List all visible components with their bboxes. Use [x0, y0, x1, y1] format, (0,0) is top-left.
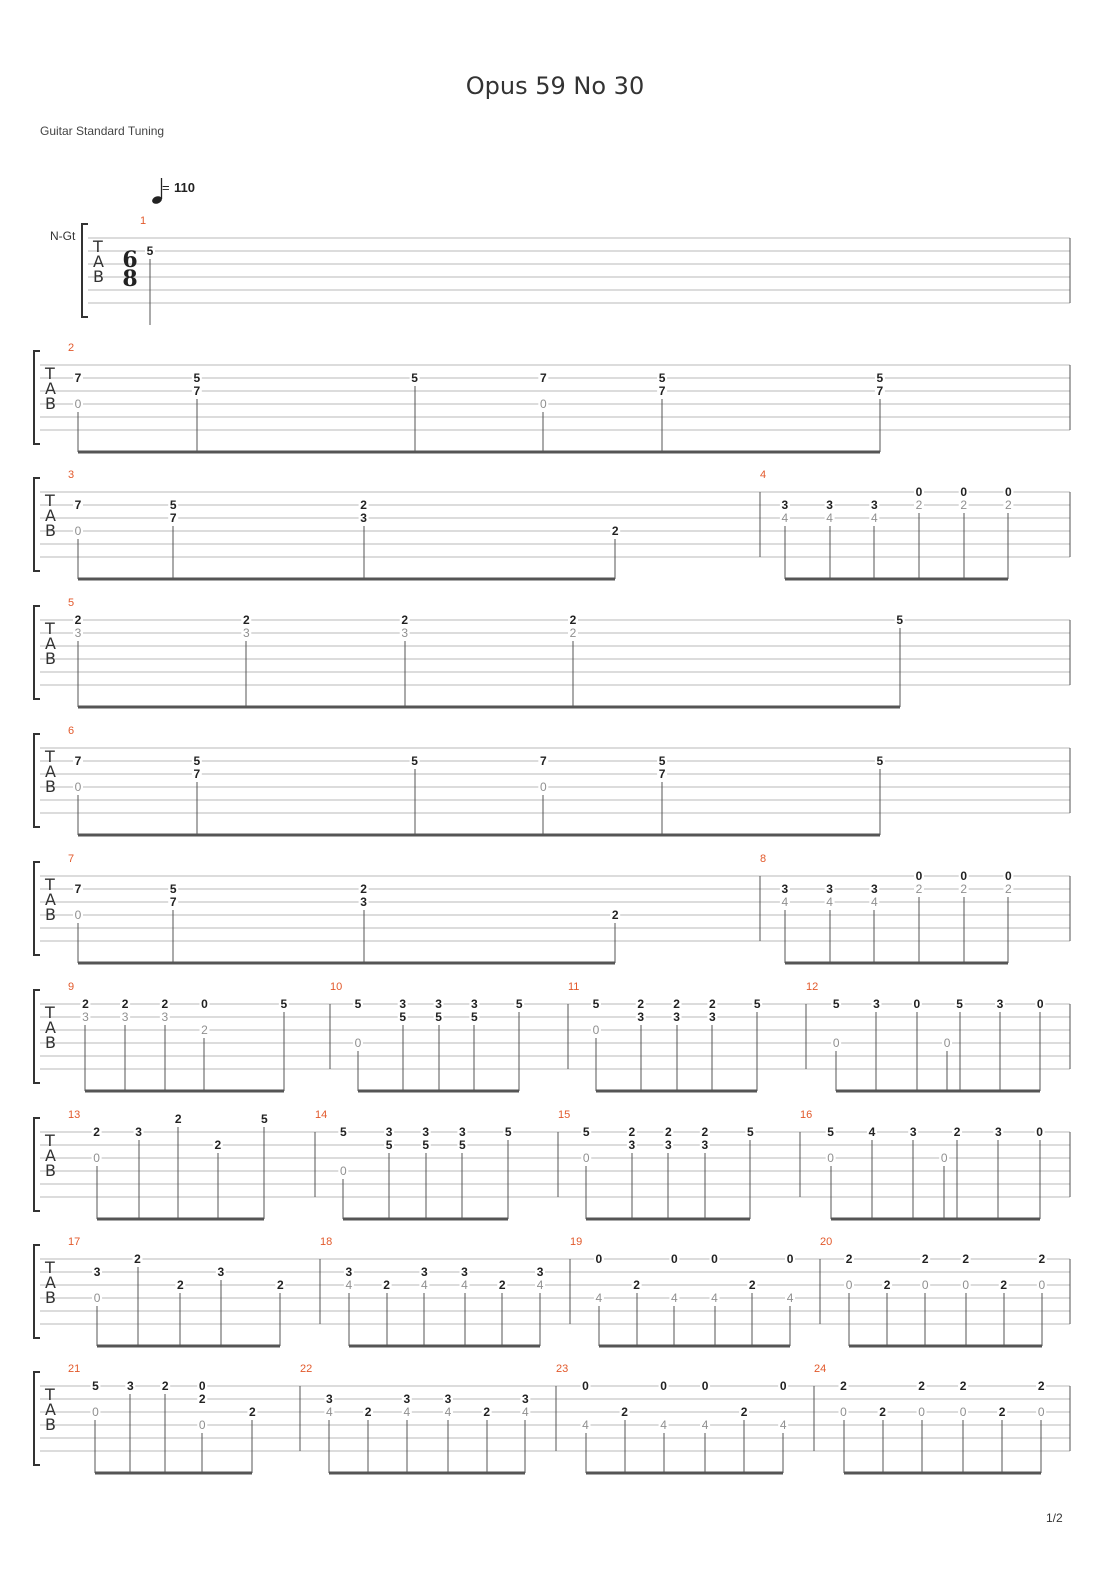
bar-number: 23 — [556, 1363, 569, 1375]
fret-number: 4 — [461, 1278, 468, 1292]
fret-number: 4 — [345, 1278, 353, 1292]
tab-clef-letter: T — [45, 1003, 55, 1022]
system-bracket — [34, 1245, 40, 1338]
fret-number: 2 — [1005, 498, 1012, 512]
fret-number: 5 — [92, 1379, 99, 1393]
fret-number: 0 — [832, 1036, 840, 1050]
fret-number: 2 — [498, 1278, 506, 1292]
fret-number: 2 — [214, 1138, 222, 1152]
fret-number: 5 — [832, 997, 840, 1011]
fret-number: 4 — [870, 895, 878, 909]
fret-number: 0 — [1005, 869, 1012, 883]
tab-clef-letter: A — [93, 252, 104, 271]
fret-number: 0 — [959, 1405, 967, 1419]
fret-number: 3 — [135, 1125, 142, 1139]
fret-number: 7 — [876, 384, 884, 398]
fret-number: 4 — [826, 895, 833, 909]
fret-number: 2 — [134, 1252, 141, 1266]
fret-number: 3 — [444, 1392, 452, 1406]
fret-number: 2 — [82, 997, 89, 1011]
fret-number: 4 — [671, 1291, 678, 1305]
fret-number: 3 — [826, 882, 833, 896]
fret-number: 5 — [459, 1138, 466, 1152]
fret-number: 5 — [876, 371, 884, 385]
bar-number: 3 — [68, 469, 75, 481]
fret-number: 7 — [74, 882, 82, 896]
fret-number: 5 — [385, 1138, 393, 1152]
fret-number: 2 — [569, 613, 577, 627]
fret-number: 5 — [411, 371, 418, 385]
fret-number: 0 — [701, 1379, 709, 1393]
tab-clef-letter: T — [45, 491, 55, 510]
tab-clef-letter: A — [45, 1018, 56, 1037]
fret-number: 0 — [354, 1036, 362, 1050]
fret-number: 4 — [403, 1405, 411, 1419]
fret-number: 4 — [781, 511, 789, 525]
fret-number: 3 — [403, 1392, 411, 1406]
fret-number: 2 — [709, 997, 716, 1011]
fret-number: 0 — [74, 524, 82, 538]
fret-number: 2 — [360, 498, 367, 512]
bar-number: 8 — [760, 853, 767, 865]
fret-number: 5 — [193, 754, 201, 768]
fret-number: 0 — [198, 1418, 206, 1432]
fret-number: 0 — [960, 869, 968, 883]
system-bracket — [34, 862, 40, 955]
bar-number: 24 — [814, 1363, 827, 1375]
time-signature-numerator: 6 — [122, 247, 138, 273]
fret-number: 4 — [522, 1405, 529, 1419]
fret-number: 0 — [845, 1278, 853, 1292]
system-bracket — [34, 734, 40, 827]
fret-number: 5 — [169, 882, 177, 896]
fret-number: 2 — [915, 498, 923, 512]
fret-number: 5 — [592, 997, 600, 1011]
tab-clef-letter: B — [45, 649, 56, 668]
track-name: N-Gt — [50, 229, 76, 243]
system-bracket — [34, 478, 40, 571]
fret-number: 2 — [962, 1252, 970, 1266]
fret-number: 3 — [345, 1265, 353, 1279]
fret-number: 4 — [826, 511, 833, 525]
fret-number: 0 — [592, 1023, 600, 1037]
bar-number: 15 — [558, 1109, 571, 1121]
bar-number: 12 — [806, 981, 819, 993]
tab-clef-letter: A — [45, 1400, 56, 1419]
fret-number: 7 — [169, 511, 177, 525]
fret-number: 0 — [1038, 1278, 1046, 1292]
tab-clef-letter: T — [45, 1258, 55, 1277]
fret-number: 0 — [539, 397, 547, 411]
fret-number: 2 — [637, 997, 645, 1011]
fret-number: 0 — [1005, 485, 1012, 499]
fret-number: 5 — [193, 371, 201, 385]
fret-number: 3 — [82, 1010, 89, 1024]
fret-number: 2 — [276, 1278, 284, 1292]
fret-number: 2 — [360, 882, 367, 896]
fret-number: 3 — [637, 1010, 645, 1024]
fret-number: 0 — [827, 1151, 834, 1165]
fret-number: 5 — [339, 1125, 347, 1139]
fret-number: 2 — [883, 1278, 891, 1292]
bar-number: 19 — [570, 1236, 583, 1248]
fret-number: 7 — [658, 767, 666, 781]
fret-number: 2 — [673, 997, 680, 1011]
fret-number: 2 — [611, 908, 619, 922]
fret-number: 3 — [74, 626, 82, 640]
fret-number: 5 — [658, 754, 666, 768]
fret-number: 2 — [953, 1125, 961, 1139]
fret-number: 7 — [539, 754, 547, 768]
fret-number: 2 — [915, 882, 923, 896]
tab-clef-letter: A — [45, 1146, 56, 1165]
fret-number: 3 — [401, 626, 409, 640]
tempo-value: 110 — [174, 180, 195, 195]
tab-clef-letter: B — [93, 267, 104, 286]
fret-number: 0 — [93, 1151, 100, 1165]
fret-number: 0 — [74, 908, 82, 922]
bar-number: 10 — [330, 981, 343, 993]
fret-number: 5 — [422, 1138, 430, 1152]
fret-number: 4 — [870, 511, 878, 525]
tab-clef-letter: B — [45, 777, 56, 796]
fret-number: 3 — [360, 511, 367, 525]
fret-number: 7 — [193, 767, 201, 781]
fret-number: 2 — [740, 1405, 748, 1419]
tab-clef-letter: B — [45, 1161, 56, 1180]
fret-number: 2 — [198, 1392, 206, 1406]
fret-number: 4 — [779, 1418, 787, 1432]
fret-number: 7 — [193, 384, 201, 398]
fret-number: 0 — [779, 1379, 787, 1393]
fret-number: 5 — [435, 1010, 442, 1024]
bar-number: 9 — [68, 981, 75, 993]
fret-number: 2 — [1000, 1278, 1008, 1292]
fret-number: 5 — [399, 1010, 407, 1024]
fret-number: 4 — [444, 1405, 452, 1419]
fret-number: 0 — [921, 1278, 929, 1292]
bar-number: 20 — [820, 1236, 833, 1248]
fret-number: 2 — [176, 1278, 184, 1292]
fret-number: 0 — [962, 1278, 970, 1292]
fret-number: 7 — [539, 371, 547, 385]
fret-number: 5 — [169, 498, 177, 512]
fret-number: 3 — [399, 997, 407, 1011]
fret-number: 2 — [174, 1112, 182, 1126]
bar-number: 13 — [68, 1109, 81, 1121]
tab-clef-letter: B — [45, 1415, 56, 1434]
bar-number: 18 — [320, 1236, 333, 1248]
fret-number: 2 — [161, 1379, 169, 1393]
time-signature-denominator: 8 — [122, 266, 138, 292]
fret-number: 2 — [611, 524, 619, 538]
tab-clef-letter: T — [45, 747, 55, 766]
tab-clef-letter: B — [45, 1288, 56, 1307]
fret-number: 2 — [201, 1023, 208, 1037]
fret-number: 0 — [74, 780, 82, 794]
fret-number: 5 — [582, 1125, 590, 1139]
fret-number: 0 — [660, 1379, 667, 1393]
fret-number: 2 — [621, 1405, 628, 1419]
fret-number: 5 — [354, 997, 362, 1011]
fret-number: 5 — [504, 1125, 512, 1139]
fret-number: 0 — [201, 997, 208, 1011]
fret-number: 2 — [960, 882, 968, 896]
fret-number: 7 — [74, 371, 82, 385]
fret-number: 2 — [921, 1252, 929, 1266]
fret-number: 5 — [515, 997, 523, 1011]
tab-clef-letter: T — [45, 619, 55, 638]
bar-number: 22 — [300, 1363, 313, 1375]
fret-number: 7 — [74, 498, 82, 512]
fret-number: 2 — [401, 613, 409, 627]
fret-number: 5 — [280, 997, 288, 1011]
fret-number: 7 — [658, 384, 666, 398]
fret-number: 2 — [569, 626, 577, 640]
tab-clef-letter: A — [45, 634, 56, 653]
fret-number: 2 — [628, 1125, 636, 1139]
system-bracket — [34, 606, 40, 699]
fret-number: 0 — [940, 1151, 948, 1165]
fret-number: 2 — [483, 1405, 491, 1419]
fret-number: 5 — [261, 1112, 268, 1126]
fret-number: 3 — [522, 1392, 529, 1406]
fret-number: 3 — [360, 895, 367, 909]
fret-number: 3 — [994, 1125, 1002, 1139]
fret-number: 2 — [998, 1405, 1006, 1419]
fret-number: 0 — [915, 485, 923, 499]
fret-number: 4 — [660, 1418, 667, 1432]
fret-number: 3 — [873, 997, 880, 1011]
fret-number: 3 — [93, 1265, 101, 1279]
bar-number: 7 — [68, 853, 75, 865]
tab-clef-letter: T — [45, 364, 55, 383]
fret-number: 4 — [868, 1125, 876, 1139]
fret-number: 2 — [959, 1379, 967, 1393]
fret-number: 0 — [93, 1291, 101, 1305]
fret-number: 3 — [461, 1265, 468, 1279]
system-bracket — [34, 1118, 40, 1211]
fret-number: 3 — [421, 1265, 428, 1279]
fret-number: 3 — [628, 1138, 636, 1152]
bar-number: 11 — [568, 981, 580, 993]
fret-number: 2 — [364, 1405, 372, 1419]
system-bracket — [34, 990, 40, 1083]
tab-clef-letter: A — [45, 506, 56, 525]
fret-number: 2 — [242, 613, 250, 627]
fret-number: 2 — [701, 1125, 709, 1139]
bar-number: 17 — [68, 1236, 81, 1248]
fret-number: 5 — [471, 1010, 478, 1024]
fret-number: 0 — [92, 1405, 99, 1419]
bar-number: 5 — [68, 597, 75, 609]
fret-number: 7 — [74, 754, 82, 768]
fret-number: 0 — [1036, 1125, 1043, 1139]
tab-clef-letter: B — [45, 1033, 56, 1052]
fret-number: 4 — [326, 1405, 333, 1419]
fret-number: 5 — [658, 371, 666, 385]
fret-number: 3 — [701, 1138, 709, 1152]
fret-number: 3 — [996, 997, 1004, 1011]
fret-number: 4 — [786, 1291, 794, 1305]
fret-number: 4 — [711, 1291, 718, 1305]
system-bracket — [34, 1372, 40, 1465]
fret-number: 3 — [161, 1010, 169, 1024]
fret-number: 0 — [595, 1252, 603, 1266]
tempo-equals: = — [162, 180, 170, 195]
tab-clef-letter: T — [45, 1131, 55, 1150]
tab-clef-letter: T — [45, 875, 55, 894]
fret-number: 4 — [595, 1291, 603, 1305]
tab-clef-letter: B — [45, 521, 56, 540]
fret-number: 2 — [845, 1252, 853, 1266]
fret-number: 0 — [711, 1252, 718, 1266]
fret-number: 3 — [471, 997, 478, 1011]
fret-number: 2 — [840, 1379, 847, 1393]
fret-number: 5 — [956, 997, 963, 1011]
fret-number: 3 — [826, 498, 833, 512]
fret-number: 2 — [383, 1278, 390, 1292]
bar-number: 6 — [68, 725, 75, 737]
fret-number: 2 — [664, 1125, 672, 1139]
bar-number: 14 — [315, 1109, 328, 1121]
fret-number: 3 — [781, 882, 789, 896]
fret-number: 2 — [1038, 1252, 1046, 1266]
bar-number: 4 — [760, 469, 767, 481]
fret-number: 0 — [913, 997, 921, 1011]
fret-number: 3 — [242, 626, 250, 640]
fret-number: 0 — [1036, 997, 1044, 1011]
fret-number: 3 — [126, 1379, 134, 1393]
fret-number: 3 — [781, 498, 789, 512]
tab-clef-letter: A — [45, 890, 56, 909]
bar-number: 2 — [68, 342, 75, 354]
fret-number: 3 — [909, 1125, 917, 1139]
fret-number: 3 — [435, 997, 442, 1011]
fret-number: 2 — [960, 498, 968, 512]
fret-number: 3 — [385, 1125, 393, 1139]
bar-number: 1 — [140, 215, 147, 227]
fret-number: 0 — [786, 1252, 794, 1266]
fret-number: 2 — [249, 1405, 256, 1419]
fret-number: 2 — [161, 997, 169, 1011]
fret-number: 0 — [840, 1405, 847, 1419]
fret-number: 2 — [1005, 882, 1012, 896]
fret-number: 3 — [870, 882, 878, 896]
fret-number: 5 — [146, 244, 154, 258]
tab-clef-letter: T — [93, 237, 103, 256]
fret-number: 0 — [915, 869, 923, 883]
fret-number: 0 — [1037, 1405, 1045, 1419]
fret-number: 2 — [93, 1125, 100, 1139]
fret-number: 3 — [121, 1010, 129, 1024]
fret-number: 3 — [326, 1392, 333, 1406]
fret-number: 3 — [536, 1265, 544, 1279]
fret-number: 2 — [633, 1278, 640, 1292]
fret-number: 0 — [198, 1379, 206, 1393]
fret-number: 4 — [536, 1278, 544, 1292]
fret-number: 0 — [960, 485, 968, 499]
score-title: Opus 59 No 30 — [465, 72, 645, 100]
fret-number: 0 — [339, 1164, 347, 1178]
bar-number: 16 — [800, 1109, 813, 1121]
fret-number: 7 — [169, 895, 177, 909]
system-bracket — [34, 351, 40, 444]
fret-number: 0 — [74, 397, 82, 411]
fret-number: 2 — [879, 1405, 886, 1419]
tab-clef-letter: A — [45, 379, 56, 398]
fret-number: 3 — [422, 1125, 430, 1139]
fret-number: 3 — [870, 498, 878, 512]
fret-number: 5 — [747, 1125, 754, 1139]
fret-number: 2 — [74, 613, 82, 627]
fret-number: 5 — [896, 613, 904, 627]
tab-clef-letter: T — [45, 1385, 55, 1404]
fret-number: 3 — [673, 1010, 680, 1024]
fret-number: 2 — [1037, 1379, 1045, 1393]
fret-number: 2 — [918, 1379, 925, 1393]
fret-number: 0 — [539, 780, 547, 794]
system-bracket — [82, 224, 88, 317]
tab-clef-letter: A — [45, 1273, 56, 1292]
fret-number: 5 — [827, 1125, 834, 1139]
fret-number: 4 — [582, 1418, 589, 1432]
fret-number: 5 — [876, 754, 884, 768]
tab-clef-letter: B — [45, 394, 56, 413]
fret-number: 4 — [421, 1278, 428, 1292]
tuning-label: Guitar Standard Tuning — [40, 124, 165, 138]
fret-number: 3 — [709, 1010, 716, 1024]
fret-number: 5 — [411, 754, 418, 768]
bar-number: 21 — [68, 1363, 81, 1375]
tab-clef-letter: A — [45, 762, 56, 781]
page-number: 1/2 — [1046, 1511, 1063, 1525]
fret-number: 0 — [582, 1151, 590, 1165]
fret-number: 2 — [121, 997, 129, 1011]
fret-number: 0 — [582, 1379, 589, 1393]
fret-number: 2 — [748, 1278, 756, 1292]
tab-clef-letter: B — [45, 905, 56, 924]
fret-number: 3 — [459, 1125, 466, 1139]
fret-number: 4 — [781, 895, 789, 909]
fret-number: 0 — [671, 1252, 678, 1266]
fret-number: 3 — [664, 1138, 672, 1152]
fret-number: 3 — [217, 1265, 225, 1279]
fret-number: 0 — [918, 1405, 925, 1419]
fret-number: 4 — [701, 1418, 709, 1432]
fret-number: 5 — [753, 997, 761, 1011]
fret-number: 0 — [943, 1036, 951, 1050]
